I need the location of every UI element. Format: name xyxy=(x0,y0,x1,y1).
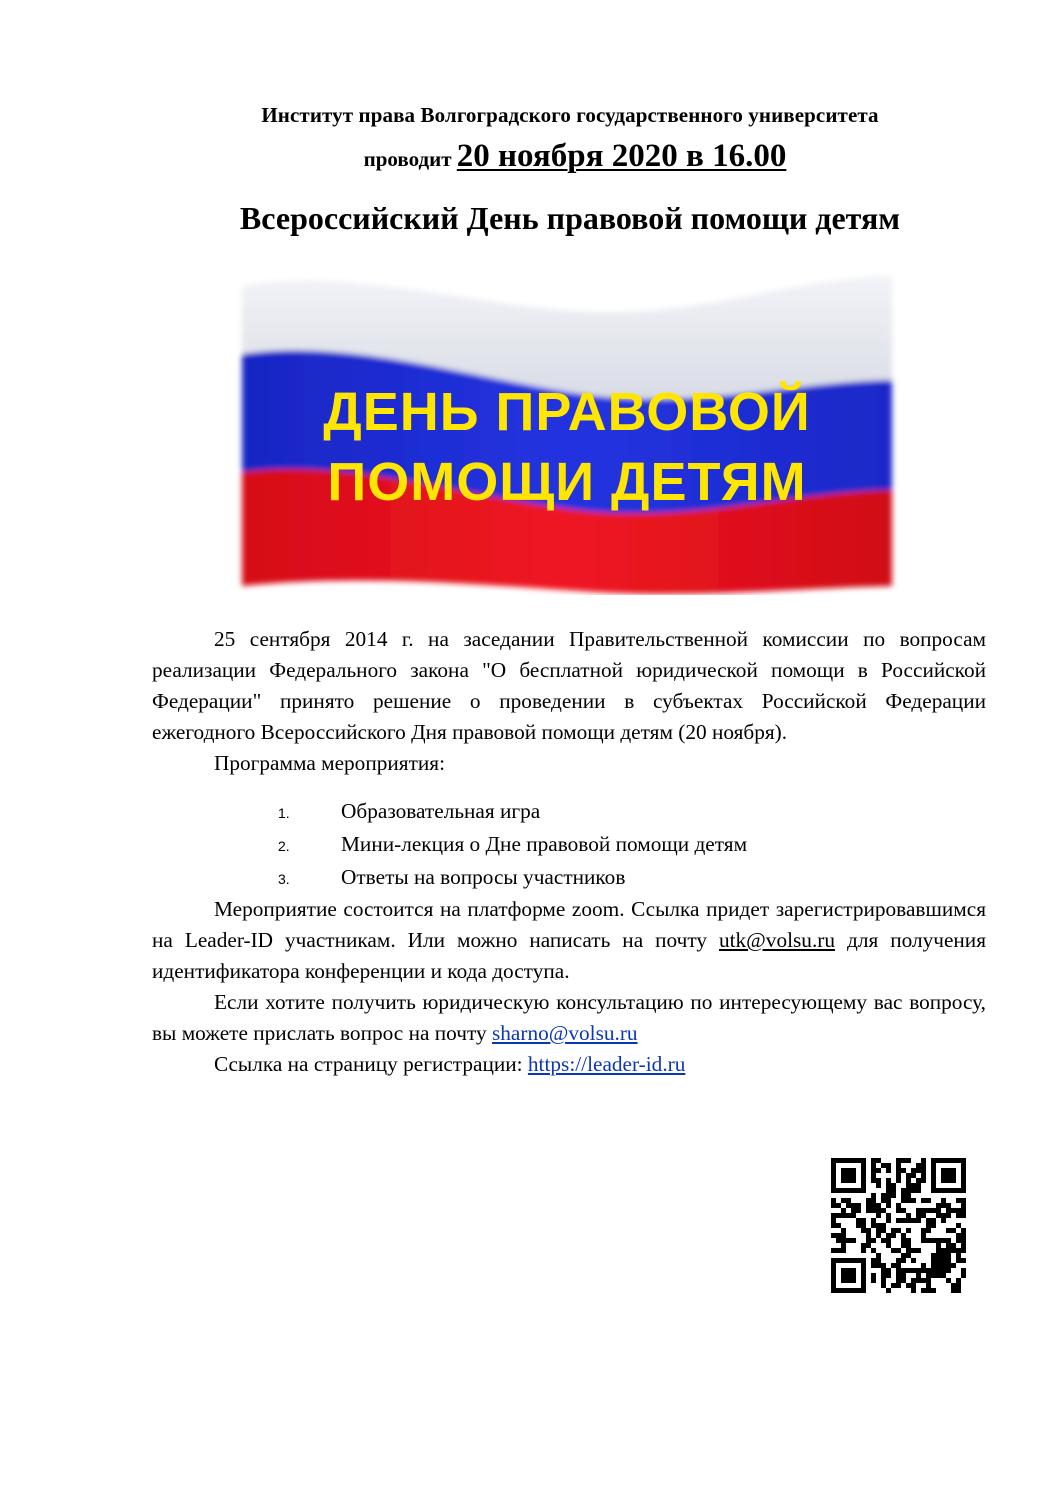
platform-paragraph xyxy=(152,894,986,987)
program-item-text: Образовательная игра xyxy=(341,799,541,823)
program-label: Программа мероприятия: xyxy=(214,751,445,775)
consult-text: Если хотите получить юридическую консультацию по интересующему вас вопросу, вы можете прислать вопрос на почту xyxy=(152,990,986,1045)
registration-paragraph xyxy=(152,1049,986,1080)
flag-banner xyxy=(234,268,900,595)
program-item xyxy=(152,861,986,894)
program-item-text: Ответы на вопросы участников xyxy=(341,865,626,889)
program-item-number: 1. xyxy=(278,805,290,821)
registration-link[interactable]: https://leader-id.ru xyxy=(527,1052,686,1076)
program-list xyxy=(152,795,986,894)
program-item xyxy=(152,828,986,861)
registration-label: Ссылка на страницу регистрации: xyxy=(214,1052,528,1076)
program-item-number: 2. xyxy=(278,838,290,854)
qr-code-graphic xyxy=(831,1158,966,1293)
intro-paragraph: 25 сентября 2014 г. на заседании Правительственной комиссии по вопросам реализации Федерального закона "О бесплатной юридической помощи в Российской Федерации" принято решение о проведении в субъектах Российской Федерации ежегодного Всероссийского Дня правовой помощи детям (20 ноября). xyxy=(152,627,986,744)
utk-email-link[interactable]: utk@volsu.ru xyxy=(718,928,836,952)
event-title: Всероссийский День правовой помощи детям xyxy=(239,200,901,236)
banner-line2: ПОМОЩИ ДЕТЯМ xyxy=(327,452,807,512)
sharno-email-link[interactable]: sharno@volsu.ru xyxy=(491,1021,638,1045)
consult-paragraph xyxy=(152,987,986,1049)
event-date: 20 ноября 2020 в 16.00 xyxy=(456,138,787,174)
platform-text-after: для получения идентификатора конференции и кода доступа. xyxy=(152,928,987,983)
platform-text-before: Мероприятие состоится на платформе zoom. Ссылка придет зарегистрировавшимся на Leader-ID участникам. Или можно написать на почту xyxy=(152,897,986,952)
body-text xyxy=(152,624,986,1080)
banner-line1: ДЕНЬ ПРАВОВОЙ xyxy=(323,382,811,442)
program-item-text: Мини-лекция о Дне правовой помощи детям xyxy=(341,832,748,856)
header-date-line xyxy=(0,138,1061,175)
qr-code-icon xyxy=(831,1158,966,1293)
program-item-number: 3. xyxy=(278,871,290,887)
header-institution: Институт права Волгоградского государственного университета xyxy=(261,103,879,127)
program-item xyxy=(152,795,986,828)
header-lead: проводит xyxy=(363,147,452,171)
banner-image xyxy=(234,268,900,595)
